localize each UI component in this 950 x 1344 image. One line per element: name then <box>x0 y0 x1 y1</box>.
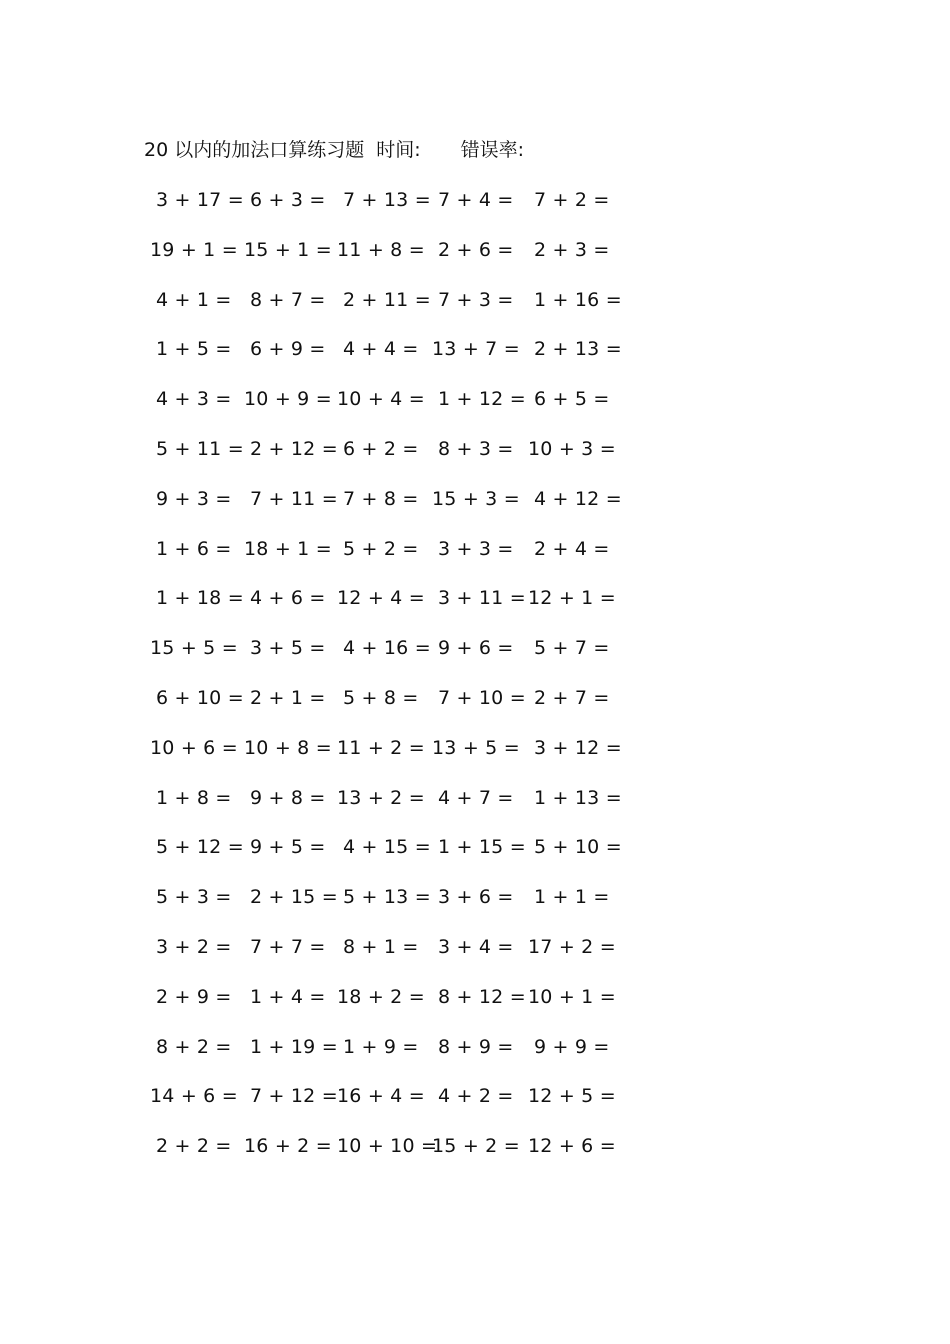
addition-problem: 1 + 1 = <box>534 886 610 909</box>
addition-problem: 2 + 9 = <box>156 985 232 1008</box>
addition-problem: 19 + 1 = <box>150 238 238 261</box>
error-rate-label: 错误率: <box>460 139 525 161</box>
addition-problem: 12 + 4 = <box>337 587 425 610</box>
addition-problem: 4 + 1 = <box>156 288 232 311</box>
addition-problem: 14 + 6 = <box>150 1085 238 1108</box>
addition-problem: 15 + 1 = <box>244 238 332 261</box>
addition-problem: 2 + 3 = <box>534 238 610 261</box>
addition-problem: 3 + 2 = <box>156 935 232 958</box>
addition-problem: 1 + 15 = <box>438 836 526 859</box>
addition-problem: 1 + 19 = <box>250 1035 338 1058</box>
addition-problem: 5 + 7 = <box>534 637 610 660</box>
addition-problem: 3 + 3 = <box>438 537 514 560</box>
addition-problem: 13 + 7 = <box>432 338 520 361</box>
addition-problem: 16 + 2 = <box>244 1135 332 1158</box>
addition-problem: 10 + 10 = <box>337 1135 438 1158</box>
addition-problem: 8 + 2 = <box>156 1035 232 1058</box>
addition-problem: 4 + 16 = <box>343 637 431 660</box>
addition-problem: 2 + 15 = <box>250 886 338 909</box>
addition-problem: 18 + 2 = <box>337 985 425 1008</box>
addition-problem: 2 + 2 = <box>156 1135 232 1158</box>
addition-problem: 9 + 8 = <box>250 786 326 809</box>
addition-problem: 5 + 13 = <box>343 886 431 909</box>
addition-problem: 10 + 9 = <box>244 388 332 411</box>
addition-problem: 7 + 13 = <box>343 189 431 211</box>
addition-problem: 10 + 6 = <box>150 736 238 759</box>
addition-problem: 2 + 12 = <box>250 437 338 460</box>
worksheet-title: 20 以内的加法口算练习题 <box>144 139 365 161</box>
addition-problem: 3 + 17 = <box>156 189 244 211</box>
addition-problem: 1 + 6 = <box>156 537 232 560</box>
addition-problem: 18 + 1 = <box>244 537 332 560</box>
addition-problem: 1 + 16 = <box>534 288 622 311</box>
addition-problem: 4 + 4 = <box>343 338 419 361</box>
addition-problem: 4 + 6 = <box>250 587 326 610</box>
addition-problem: 2 + 6 = <box>438 238 514 261</box>
addition-problem: 6 + 2 = <box>343 437 419 460</box>
addition-problem: 16 + 4 = <box>337 1085 425 1108</box>
addition-problem: 3 + 6 = <box>438 886 514 909</box>
addition-problem: 8 + 1 = <box>343 935 419 958</box>
addition-problem: 7 + 10 = <box>438 686 526 709</box>
addition-problem: 8 + 3 = <box>438 437 514 460</box>
addition-problem: 1 + 18 = <box>156 587 244 610</box>
addition-problem: 3 + 5 = <box>250 637 326 660</box>
addition-problem: 12 + 6 = <box>528 1135 616 1158</box>
addition-problem: 7 + 3 = <box>438 288 514 311</box>
addition-problem: 10 + 1 = <box>528 985 616 1008</box>
worksheet-header <box>144 138 524 162</box>
addition-problem: 2 + 11 = <box>343 288 431 311</box>
addition-problem: 3 + 12 = <box>534 736 622 759</box>
addition-problem: 4 + 15 = <box>343 836 431 859</box>
addition-problem: 7 + 8 = <box>343 487 419 510</box>
addition-problem: 8 + 7 = <box>250 288 326 311</box>
addition-problem: 1 + 13 = <box>534 786 622 809</box>
addition-problem: 7 + 2 = <box>534 189 610 211</box>
addition-problem: 1 + 12 = <box>438 388 526 411</box>
addition-problem: 9 + 5 = <box>250 836 326 859</box>
addition-problem: 12 + 1 = <box>528 587 616 610</box>
addition-problem: 10 + 3 = <box>528 437 616 460</box>
addition-problem: 7 + 12 = <box>250 1085 338 1108</box>
addition-problem: 8 + 12 = <box>438 985 526 1008</box>
addition-problem: 11 + 8 = <box>337 238 425 261</box>
addition-problem: 7 + 11 = <box>250 487 338 510</box>
addition-problem: 6 + 5 = <box>534 388 610 411</box>
addition-problem: 13 + 5 = <box>432 736 520 759</box>
addition-problem: 2 + 1 = <box>250 686 326 709</box>
addition-problem: 10 + 8 = <box>244 736 332 759</box>
addition-problem: 4 + 2 = <box>438 1085 514 1108</box>
addition-problem: 2 + 4 = <box>534 537 610 560</box>
addition-problem: 9 + 9 = <box>534 1035 610 1058</box>
addition-problem: 2 + 13 = <box>534 338 622 361</box>
addition-problem: 6 + 3 = <box>250 189 326 211</box>
addition-problem: 4 + 12 = <box>534 487 622 510</box>
addition-problem: 5 + 10 = <box>534 836 622 859</box>
addition-problem: 1 + 4 = <box>250 985 326 1008</box>
addition-problem: 7 + 7 = <box>250 935 326 958</box>
addition-problem: 17 + 2 = <box>528 935 616 958</box>
addition-problem: 4 + 3 = <box>156 388 232 411</box>
addition-problem: 5 + 12 = <box>156 836 244 859</box>
addition-problem: 15 + 3 = <box>432 487 520 510</box>
time-label: 时间: <box>376 139 421 161</box>
addition-problem: 13 + 2 = <box>337 786 425 809</box>
addition-problem: 12 + 5 = <box>528 1085 616 1108</box>
addition-problem: 5 + 2 = <box>343 537 419 560</box>
addition-problem: 3 + 11 = <box>438 587 526 610</box>
addition-problem: 15 + 2 = <box>432 1135 520 1158</box>
addition-problem: 6 + 9 = <box>250 338 326 361</box>
addition-problem: 15 + 5 = <box>150 637 238 660</box>
addition-problem: 1 + 5 = <box>156 338 232 361</box>
addition-problem: 6 + 10 = <box>156 686 244 709</box>
addition-problem: 10 + 4 = <box>337 388 425 411</box>
addition-problem: 5 + 8 = <box>343 686 419 709</box>
addition-problem: 9 + 3 = <box>156 487 232 510</box>
addition-problem: 2 + 7 = <box>534 686 610 709</box>
addition-problem: 5 + 11 = <box>156 437 244 460</box>
addition-problem: 1 + 9 = <box>343 1035 419 1058</box>
addition-problem: 3 + 4 = <box>438 935 514 958</box>
addition-problem: 8 + 9 = <box>438 1035 514 1058</box>
addition-problem: 11 + 2 = <box>337 736 425 759</box>
addition-problem: 9 + 6 = <box>438 637 514 660</box>
addition-problem: 1 + 8 = <box>156 786 232 809</box>
addition-problem: 4 + 7 = <box>438 786 514 809</box>
addition-problem: 5 + 3 = <box>156 886 232 909</box>
addition-problem: 7 + 4 = <box>438 189 514 211</box>
